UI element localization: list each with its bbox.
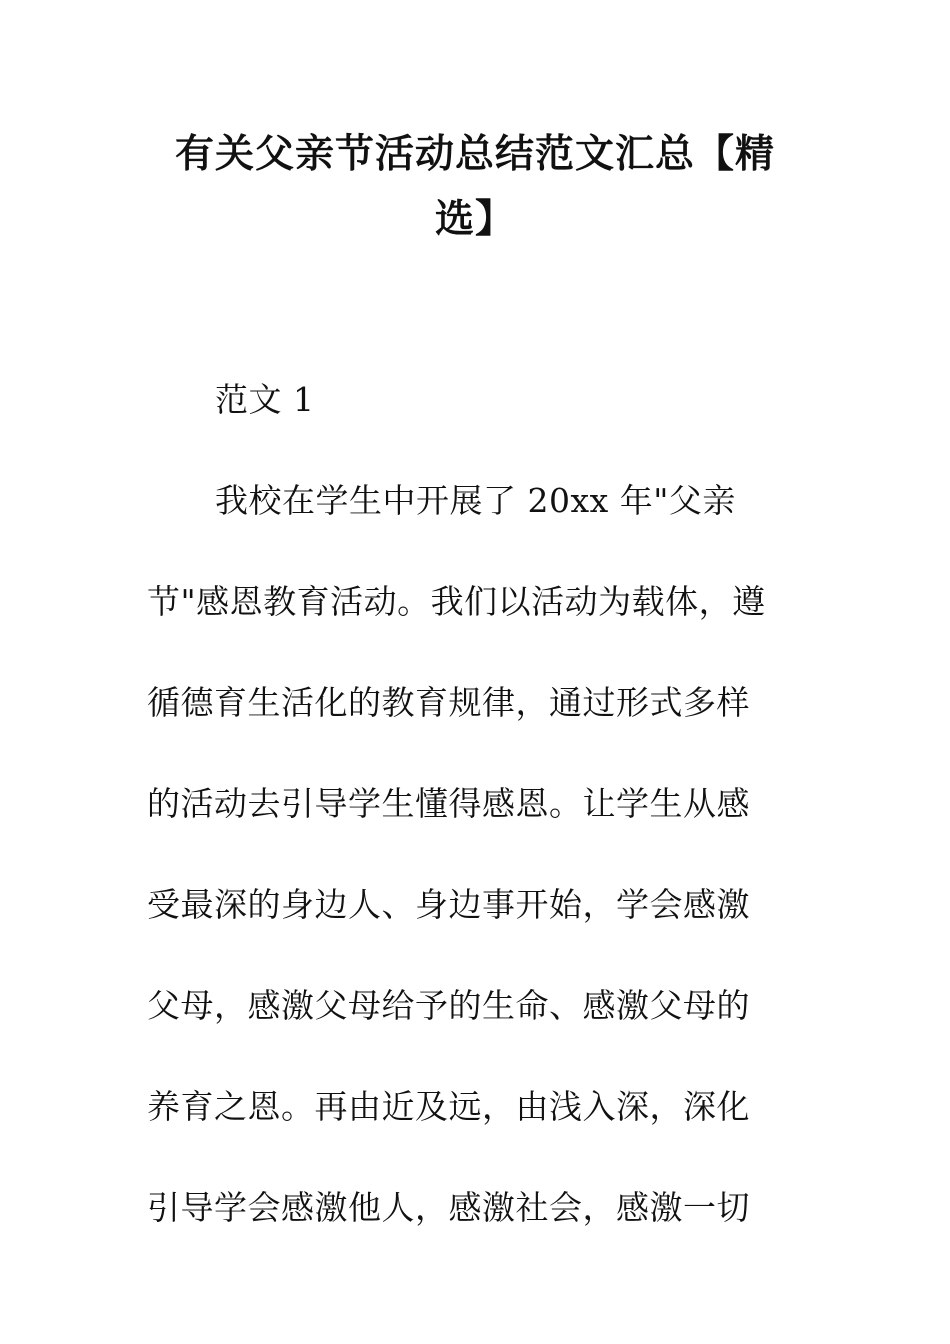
document-title xyxy=(145,122,805,252)
paragraph-line: 养育之恩。再由近及远，由浅入深，深化 xyxy=(147,1087,750,1126)
paragraph-line: 循德育生活化的教育规律，通过形式多样 xyxy=(147,683,750,722)
paragraph-line: 受最深的身边人、身边事开始，学会感激 xyxy=(147,885,750,924)
section-heading: 范文 1 xyxy=(215,380,315,419)
title-line: 有关父亲节活动总结范文汇总【精 xyxy=(174,132,775,177)
title-line: 选】 xyxy=(434,197,515,242)
paragraph-line: 节"感恩教育活动。我们以活动为载体，遵 xyxy=(147,582,766,621)
paragraph-line: 父母，感激父母给予的生命、感激父母的 xyxy=(147,986,750,1025)
document-body xyxy=(147,372,807,1281)
paragraph-line: 引导学会感激他人，感激社会，感激一切 xyxy=(147,1188,750,1227)
paragraph-line: 的活动去引导学生懂得感恩。让学生从感 xyxy=(147,784,750,823)
paragraph-line: 我校在学生中开展了 20xx 年"父亲 xyxy=(215,481,736,520)
